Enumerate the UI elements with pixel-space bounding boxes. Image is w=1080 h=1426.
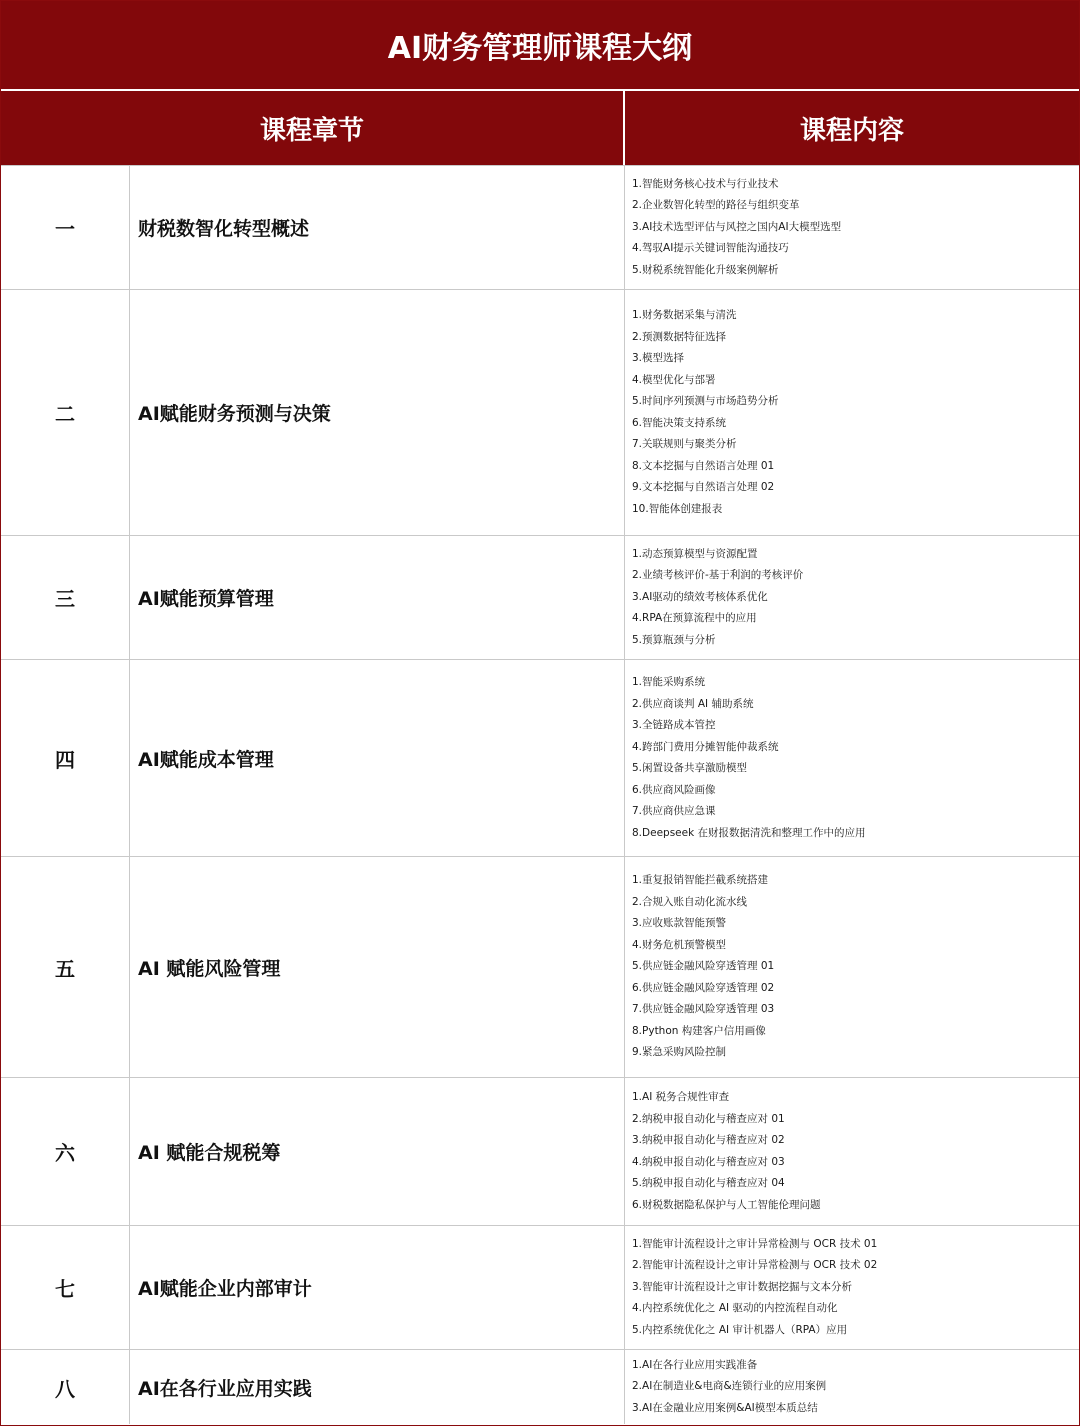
list-item: 3.模型选择	[632, 352, 685, 364]
list-item: 7.关联规则与聚类分析	[632, 438, 737, 450]
table-row	[1, 1225, 1079, 1349]
chapter-number: 二	[1, 290, 130, 535]
table-row	[1, 1077, 1079, 1225]
list-item: 1.智能审计流程设计之审计异常检测与 OCR 技术 01	[632, 1237, 878, 1250]
table-header	[1, 91, 1079, 165]
list-item: 3.AI在金融业应用案例&AI模型本质总结	[632, 1401, 818, 1414]
chapter-content-list	[625, 166, 1079, 289]
list-item: 1.智能采购系统	[632, 676, 706, 688]
list-item: 2.AI在制造业&电商&连锁行业的应用案例	[632, 1380, 827, 1393]
list-item: 3.智能审计流程设计之审计数据挖掘与文本分析	[632, 1280, 853, 1293]
chapter-title: 财税数智化转型概述	[130, 166, 625, 289]
chapter-content-list	[625, 1226, 1079, 1349]
list-item: 5.纳税申报自动化与稽查应对 04	[632, 1177, 785, 1189]
chapter-number: 一	[1, 166, 130, 289]
chapter-content-list	[625, 1350, 1079, 1424]
list-item: 4.财务危机预警模型	[632, 938, 727, 951]
table-row	[1, 659, 1079, 856]
list-item: 5.时间序列预测与市场趋势分析	[632, 395, 779, 407]
list-item: 1.AI在各行业应用实践准备	[632, 1358, 758, 1371]
list-item: 6.供应链金融风险穿透管理 02	[632, 981, 775, 994]
list-item: 1.重复报销智能拦截系统搭建	[632, 874, 769, 887]
list-item: 5.财税系统智能化升级案例解析	[632, 263, 779, 276]
chapter-content-list	[625, 290, 1079, 535]
chapter-title: AI 赋能风险管理	[130, 857, 625, 1077]
table-row	[1, 1349, 1079, 1424]
table-row	[1, 856, 1079, 1077]
table-row	[1, 535, 1079, 659]
list-item: 5.供应链金融风险穿透管理 01	[632, 960, 775, 973]
list-item: 2.智能审计流程设计之审计异常检测与 OCR 技术 02	[632, 1259, 878, 1272]
list-item: 9.紧急采购风险控制	[632, 1046, 727, 1059]
chapter-title: AI赋能企业内部审计	[130, 1226, 625, 1349]
list-item: 6.财税数据隐私保护与人工智能伦理问题	[632, 1198, 821, 1211]
table-row	[1, 165, 1079, 289]
chapter-content-list	[625, 536, 1079, 659]
list-item: 10.智能体创建报表	[632, 502, 723, 515]
table-body	[1, 165, 1079, 1424]
chapter-number: 五	[1, 857, 130, 1077]
chapter-title: AI在各行业应用实践	[130, 1350, 625, 1424]
list-item: 2.业绩考核评价-基于利润的考核评价	[632, 569, 804, 582]
list-item: 3.AI驱动的绩效考核体系优化	[632, 590, 768, 603]
list-item: 8.Deepseek 在财报数据清洗和整理工作中的应用	[632, 826, 866, 839]
list-item: 5.预算瓶颈与分析	[632, 633, 716, 646]
list-item: 2.纳税申报自动化与稽查应对 01	[632, 1112, 785, 1125]
list-item: 7.供应商供应急课	[632, 805, 716, 817]
list-item: 4.跨部门费用分摊智能仲裁系统	[632, 740, 779, 753]
list-item: 4.RPA在预算流程中的应用	[632, 612, 757, 625]
chapter-content-list	[625, 1078, 1079, 1225]
chapter-title: AI 赋能合规税筹	[130, 1078, 625, 1225]
list-item: 8.文本挖掘与自然语言处理 01	[632, 459, 775, 472]
chapter-content-list	[625, 857, 1079, 1077]
list-item: 2.预测数据特征选择	[632, 330, 727, 343]
chapter-title: AI赋能成本管理	[130, 660, 625, 856]
list-item: 2.供应商谈判 AI 辅助系统	[632, 697, 754, 710]
chapter-number: 四	[1, 660, 130, 856]
list-item: 1.AI 税务合规性审查	[632, 1091, 730, 1103]
chapter-number: 六	[1, 1078, 130, 1225]
header-content: 课程内容	[799, 115, 904, 146]
list-item: 5.内控系统优化之 AI 审计机器人（RPA）应用	[632, 1323, 848, 1336]
chapter-content-list	[625, 660, 1079, 856]
list-item: 3.AI技术选型评估与风控之国内AI大模型选型	[632, 220, 842, 233]
chapter-number: 七	[1, 1226, 130, 1349]
list-item: 9.文本挖掘与自然语言处理 02	[632, 481, 775, 493]
list-item: 1.智能财务核心技术与行业技术	[632, 177, 779, 190]
chapter-title: AI赋能预算管理	[130, 536, 625, 659]
list-item: 7.供应链金融风险穿透管理 03	[632, 1003, 775, 1016]
list-item: 2.企业数智化转型的路径与组织变革	[632, 199, 800, 212]
table-row	[1, 289, 1079, 535]
list-item: 8.Python 构建客户信用画像	[632, 1024, 766, 1037]
page-title: AI财务管理师课程大纲	[1, 1, 1079, 91]
list-item: 4.纳税申报自动化与稽查应对 03	[632, 1155, 785, 1168]
list-item: 4.驾驭AI提示关键词智能沟通技巧	[632, 242, 789, 255]
list-item: 2.合规入账自动化流水线	[632, 895, 748, 908]
header-chapter: 课程章节	[1, 91, 625, 165]
list-item: 1.财务数据采集与清洗	[632, 309, 737, 321]
chapter-number: 八	[1, 1350, 130, 1424]
list-item: 6.智能决策支持系统	[632, 416, 727, 429]
list-item: 1.动态预算模型与资源配置	[632, 547, 758, 560]
list-item: 6.供应商风险画像	[632, 783, 716, 796]
chapter-number: 三	[1, 536, 130, 659]
list-item: 4.内控系统优化之 AI 驱动的内控流程自动化	[632, 1302, 838, 1315]
list-item: 5.闲置设备共享激励模型	[632, 762, 748, 774]
list-item: 3.应收账款智能预警	[632, 917, 727, 930]
list-item: 4.模型优化与部署	[632, 373, 716, 386]
chapter-title: AI赋能财务预测与决策	[130, 290, 625, 535]
list-item: 3.纳税申报自动化与稽查应对 02	[632, 1134, 785, 1146]
list-item: 3.全链路成本管控	[632, 719, 716, 731]
